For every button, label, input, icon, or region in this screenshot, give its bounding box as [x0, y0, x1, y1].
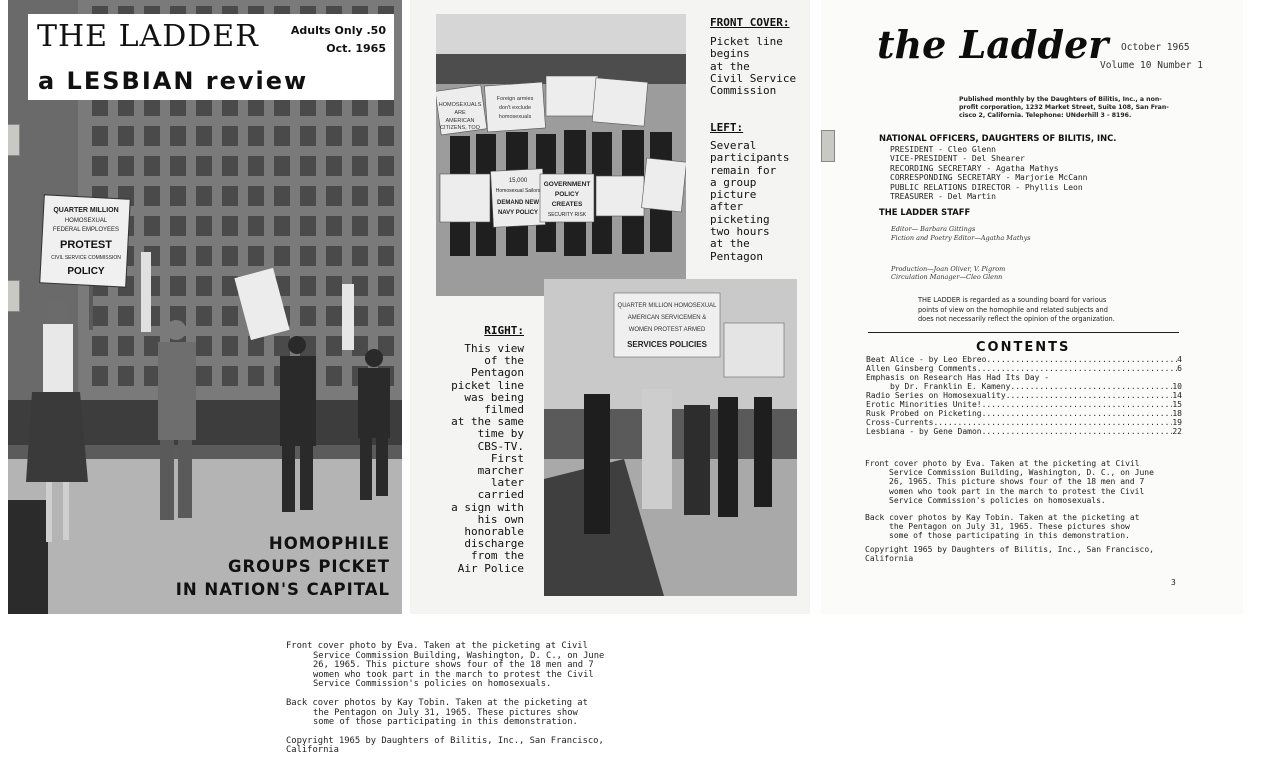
- caption-heading: LEFT:: [710, 121, 744, 134]
- sign-text: AMERICAN SERVICEMEN &: [627, 315, 707, 321]
- staff-editor: Editor— Barbara Gittings: [891, 225, 976, 233]
- toc-entry: [866, 373, 1182, 382]
- toc-leader-dots: [986, 355, 1177, 364]
- toc-leader-dots: [982, 409, 1173, 418]
- caption-left: [710, 121, 806, 263]
- toc-entry: [866, 400, 1182, 409]
- toc-page-number: 19: [1172, 418, 1182, 427]
- cover-headline: [176, 532, 390, 601]
- toc-title: Beat Alice - by Leo Ebreo: [866, 355, 987, 364]
- caption-line: time by: [477, 427, 524, 441]
- caption-line: honorable: [464, 525, 524, 539]
- toc-page-number: 22: [1172, 427, 1182, 436]
- note-line: the Pentagon on July 31, 1965. These pictures show: [313, 707, 578, 718]
- caption-line: participants: [710, 151, 790, 165]
- note-line: some of those participating in this demonstration.: [313, 717, 578, 728]
- caption-line: Air Police: [457, 561, 524, 575]
- staple: [8, 280, 20, 312]
- contents-heading: CONTENTS: [976, 340, 1071, 355]
- sign-text: GOVERNMENT: [543, 181, 591, 188]
- caption-line: two hours: [710, 225, 770, 239]
- sign-text: Foreign armies: [496, 96, 534, 102]
- caption-line: Civil Service: [710, 71, 797, 85]
- cover-date: Oct. 1965: [326, 42, 386, 55]
- caption-line: a sign with: [451, 500, 524, 514]
- note-line: Service Commission's policies on homosexuals.: [313, 679, 552, 690]
- publisher-info: [959, 96, 1179, 120]
- caption-line: marcher: [477, 464, 524, 478]
- sign-text: homosexuals: [498, 114, 532, 120]
- caption-line: Several: [710, 139, 757, 152]
- toc-title: Emphasis on Research Has Had Its Day -: [866, 373, 1050, 382]
- sounding-line: THE LADDER is regarded as a sounding board for various: [918, 296, 1107, 304]
- caption-heading: FRONT COVER:: [710, 16, 790, 29]
- toc-entry: [866, 382, 1182, 391]
- publisher-line: profit corporation, 1232 Market Street, Suite 108, San Fran-: [959, 104, 1169, 111]
- cover-sign-line: QUARTER MILLION: [53, 207, 119, 214]
- cover-price: Adults Only .50: [290, 24, 386, 37]
- cover-title: THE LADDER: [37, 19, 259, 54]
- inside-cover: [410, 0, 810, 614]
- top-photo-image: [436, 14, 686, 296]
- sounding-line: points of view on the homophile and related subjects and: [918, 305, 1108, 314]
- toc-entry: [866, 364, 1182, 373]
- note-line: women who took part in the march to protest the Civil: [889, 486, 1145, 496]
- staff-fiction-editor: Fiction and Poetry Editor—Agatha Mathys: [891, 234, 1031, 242]
- toc-page-number: 15: [1172, 400, 1182, 409]
- sign-text: DEMAND NEW: [497, 200, 539, 206]
- toc-title: Allen Ginsberg Comments: [866, 364, 977, 373]
- note-line: Front cover photo by Eva. Taken at the picketing at Civil: [865, 459, 1140, 468]
- caption-line: at the same: [451, 415, 524, 429]
- toc-title: Rusk Probed on Picketing: [866, 409, 982, 418]
- sign-text: CITIZENS, TOO: [440, 125, 480, 131]
- toc-title: Lesbiana - by Gene Damon: [866, 427, 982, 436]
- toc-leader-dots: [982, 427, 1173, 436]
- publisher-line: cisco 2, California. Telephone: UNderhill 3 - 8196.: [959, 112, 1132, 119]
- issue-date: October 1965: [1121, 42, 1190, 53]
- page-number: 3: [1171, 578, 1176, 587]
- title-page: [821, 0, 1243, 614]
- divider: [868, 332, 1179, 333]
- note-line: Service Commission Building, Washington, D. C., on June: [313, 650, 605, 661]
- toc-entry: [866, 391, 1182, 400]
- toc-page-number: 14: [1172, 391, 1182, 400]
- toc-title: Cross-Currents: [866, 418, 934, 427]
- typed-credits: [286, 642, 604, 756]
- sign-text: SERVICES POLICIES: [627, 340, 707, 349]
- sign-text: 15,000: [508, 178, 528, 184]
- officer-line: VICE-PRESIDENT - Del Shearer: [890, 154, 1025, 164]
- cover-sign-line: HOMOSEXUAL: [64, 218, 108, 224]
- copyright: [865, 545, 1154, 563]
- caption-line: Pentagon: [471, 366, 524, 380]
- caption-line: Pentagon: [710, 249, 763, 263]
- toc-page-number: 4: [1177, 355, 1182, 364]
- caption-line: This view: [464, 342, 524, 355]
- caption-line: later: [490, 476, 524, 490]
- front-cover: [8, 0, 402, 614]
- note-line: California: [286, 745, 339, 756]
- sign-text: HOMOSEXUALS: [438, 102, 482, 108]
- front-cover-credit: [865, 459, 1154, 505]
- publisher-line: Published monthly by the Daughters of Bilitis, Inc., a non-: [959, 96, 1162, 103]
- caption-line: Commission: [710, 84, 777, 98]
- caption-line: Picket line: [710, 35, 783, 48]
- caption-line: picket line: [451, 378, 524, 392]
- caption-line: a group: [710, 175, 757, 189]
- caption-line: picture: [710, 188, 757, 202]
- caption-line: was being: [464, 390, 524, 404]
- cover-sign-line: POLICY: [67, 266, 105, 277]
- cover-headline-line: IN NATION'S CAPITAL: [175, 580, 390, 599]
- sounding-board-note: [918, 296, 1136, 325]
- toc-title: Radio Series on Homosexuality: [866, 391, 1006, 400]
- toc-title: Erotic Minorities Unite!: [866, 400, 982, 409]
- staff-circulation: Circulation Manager—Cleo Glenn: [891, 273, 1003, 281]
- note-line: some of those participating in this demonstration.: [889, 531, 1130, 541]
- sign-text: WOMEN PROTEST ARMED: [628, 327, 706, 333]
- sign-text: AMERICAN: [445, 118, 475, 124]
- staff-production: Production—Joan Oliver, V. Pigrom: [891, 265, 1006, 273]
- cover-subtitle: a LESBIAN review: [38, 67, 309, 95]
- issue-volume: Volume 10 Number 1: [1100, 60, 1203, 71]
- toc-leader-dots: [1010, 382, 1172, 391]
- caption-line: his own: [477, 512, 524, 526]
- note-line: women who took part in the march to protest the Civil: [313, 669, 594, 680]
- officers-heading: NATIONAL OFFICERS, DAUGHTERS OF BILITIS, INC.: [879, 133, 1117, 143]
- officer-line: CORRESPONDING SECRETARY - Marjorie McCann: [890, 173, 1088, 183]
- note-line: Service Commission Building, Washington, D. C., on June: [889, 468, 1154, 478]
- note-line: Back cover photos by Kay Tobin. Taken at the picketing at: [286, 697, 588, 708]
- caption-line: picketing: [710, 212, 770, 226]
- caption-right: [432, 324, 524, 575]
- caption-front-cover: [710, 16, 806, 97]
- toc-entry: [866, 427, 1182, 436]
- sign-text: POLICY: [554, 191, 580, 198]
- toc-page-number: 10: [1172, 382, 1182, 391]
- cover-masthead: [28, 14, 394, 100]
- toc-leader-dots: [977, 364, 1177, 373]
- toc-leader-dots: [982, 400, 1173, 409]
- officer-line: PRESIDENT - Cleo Glenn: [890, 145, 996, 154]
- staple: [8, 124, 20, 156]
- sign-text: don't exclude: [498, 105, 532, 111]
- officer-line: TREASURER - Del Martin: [890, 192, 996, 202]
- caption-line: from the: [471, 549, 524, 563]
- caption-line: remain for: [710, 163, 777, 177]
- cover-sign-line: PROTEST: [60, 239, 112, 251]
- table-of-contents: [866, 355, 1182, 436]
- caption-line: carried: [477, 488, 524, 502]
- bottom-photo: [544, 279, 797, 596]
- toc-leader-dots: [933, 418, 1172, 427]
- toc-page-number: 18: [1172, 409, 1182, 418]
- sign-text: NAVY POLICY: [497, 210, 539, 216]
- sign-text: SECURITY RISK: [547, 212, 587, 218]
- caption-line: at the: [710, 237, 750, 251]
- ladder-logo: the Ladder: [877, 22, 1109, 67]
- top-photo: [436, 14, 686, 296]
- caption-line: First: [490, 451, 524, 465]
- note-line: Back cover photos by Kay Tobin. Taken at the picketing at: [865, 513, 1140, 522]
- toc-title: by Dr. Franklin E. Kameny: [890, 382, 1011, 391]
- toc-entry: [866, 418, 1182, 427]
- note-line: California: [865, 554, 914, 564]
- caption-line: of the: [484, 354, 524, 368]
- cover-sign-line: CIVIL SERVICE COMMISSION: [51, 255, 121, 261]
- caption-line: filmed: [484, 403, 524, 417]
- sign-text: ARE: [454, 110, 466, 116]
- note-line: the Pentagon on July 31, 1965. These pictures show: [889, 522, 1130, 532]
- toc-entry: [866, 355, 1182, 364]
- officer-line: RECORDING SECRETARY - Agatha Mathys: [890, 163, 1059, 173]
- caption-line: discharge: [464, 537, 524, 551]
- toc-page-number: 6: [1177, 364, 1182, 373]
- note-line: Copyright 1965 by Daughters of Bilitis, Inc., San Francisco,: [286, 735, 604, 746]
- caption-line: after: [710, 200, 744, 214]
- toc-entry: [866, 409, 1182, 418]
- cover-sign-line: FEDERAL EMPLOYEES: [52, 227, 120, 233]
- sign-text: Homosexual Sailors: [495, 188, 541, 194]
- caption-line: CBS-TV.: [477, 439, 524, 453]
- toc-leader-dots: [1006, 391, 1173, 400]
- caption-heading: RIGHT:: [484, 324, 524, 337]
- note-line: Front cover photo by Eva. Taken at the picketing at Civil: [286, 641, 588, 651]
- caption-line: begins: [710, 47, 750, 61]
- bottom-photo-image: [544, 279, 797, 596]
- staple: [821, 130, 835, 162]
- note-line: Copyright 1965 by Daughters of Bilitis, Inc., San Francisco,: [865, 545, 1154, 554]
- sounding-line: does not necessarily reflect the opinion of the organization.: [918, 315, 1115, 324]
- note-line: 26, 1965. This picture shows four of the 18 men and 7: [889, 477, 1145, 487]
- officers-list: [890, 145, 1087, 201]
- cover-headline-line: GROUPS PICKET: [227, 557, 390, 576]
- officer-line: PUBLIC RELATIONS DIRECTOR - Phyllis Leon: [890, 182, 1083, 192]
- staff-heading: THE LADDER STAFF: [879, 207, 971, 217]
- cover-headline-line: HOMOPHILE: [268, 534, 390, 553]
- note-line: Service Commission's policies on homosexuals.: [889, 495, 1106, 505]
- caption-line: at the: [710, 59, 750, 73]
- sign-text: CREATES: [551, 201, 583, 208]
- sign-text: QUARTER MILLION HOMOSEXUAL: [617, 303, 717, 309]
- back-cover-credit: [865, 513, 1140, 541]
- note-line: 26, 1965. This picture shows four of the 18 men and 7: [313, 660, 594, 671]
